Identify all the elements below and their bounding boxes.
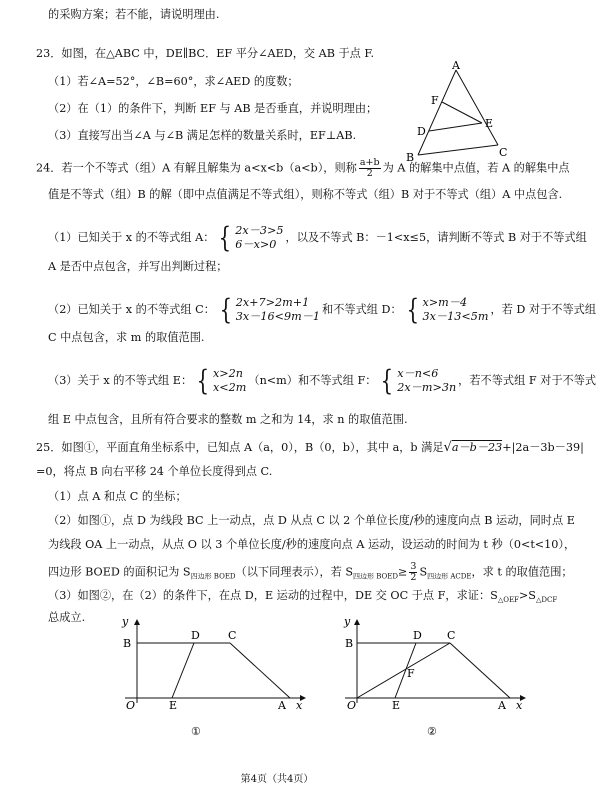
text-line: 为线段 OA 上一动点，从点 O 以 3 个单位长度/秒的速度向点 A 运动，设运动的时间为 t 秒（0<t<10）， — [48, 538, 576, 551]
q23-part2: （2）在（1）的条件下，判断 EF 与 AB 是否垂直，并说明理由； — [48, 102, 378, 115]
sys-row: 6－x>0 — [235, 238, 277, 251]
segment-ac — [456, 70, 498, 145]
q23-part1: （1）若∠A=52°，∠B=60°，求∠AED 的度数； — [48, 75, 299, 88]
label-x: x — [296, 699, 303, 712]
label-o: O — [347, 699, 357, 712]
label-f: F — [407, 667, 415, 680]
segment-de — [172, 643, 194, 698]
q24-part1 — [48, 221, 587, 254]
q25-text-a: 25．如图①，平面直角坐标系中，已知点 A（a，0），B（0，b），其中 a，b 满足 — [36, 441, 444, 454]
text-seg: ≥ — [398, 565, 408, 579]
q24-part3 — [48, 364, 596, 397]
text-line: A 是否中点包含，并写出判断过程； — [48, 260, 228, 273]
fraction-denominator: 2 — [410, 572, 417, 583]
sys-row: 2x－3>5 — [235, 224, 284, 237]
text-line — [48, 562, 573, 584]
label-a: A — [452, 59, 460, 72]
text-seg: 四边形 BOED 的面积记为 S — [48, 565, 191, 579]
sys-row: x<2m — [212, 381, 247, 394]
label-c: C — [499, 146, 508, 159]
subscript: 四边形 BOED — [190, 572, 236, 581]
figure-caption: ① — [191, 725, 201, 738]
page-footer: 第4页（共4页） — [240, 774, 314, 785]
label-e: E — [169, 699, 178, 712]
sys-row: 3x－13<5m — [422, 310, 489, 323]
inequality-system-a: { 2x－3>5 6－x>0 — [219, 221, 284, 254]
label-b: B — [406, 151, 415, 164]
q23-part3: （3）直接写出当∠A 与∠B 满足怎样的数量关系时，EF⊥AB. — [48, 129, 357, 142]
text-line: C 中点包含，求 m 的取值范围. — [48, 331, 205, 344]
q24-part2 — [48, 293, 596, 326]
q24-text-a: 24．若一个不等式（组）A 有解且解集为 a<x<b（a<b），则称 — [36, 161, 357, 175]
sys-row: 3x－16<9m－1 — [235, 310, 321, 323]
fraction-three-halves — [409, 562, 417, 583]
segment-oc — [357, 643, 450, 698]
label-a: A — [498, 699, 506, 712]
text-seg: ，求 t 的取值范围； — [471, 565, 573, 579]
text-seg: >S — [518, 589, 536, 602]
text-seg: （3）如图②，在（2）的条件下，在点 D，E 运动的过程中，DE 交 OC 于点 F，求证：S — [48, 589, 498, 602]
sys-row: x－n<6 — [397, 367, 439, 380]
label-c: C — [447, 629, 456, 642]
inequality-system-d: { x>m－4 3x－13<5m — [406, 293, 489, 326]
q24-part2-b: 和不等式组 D： — [322, 303, 402, 316]
q24-part3-b: （n<m）和不等式组 F： — [248, 374, 377, 387]
question-25-title — [36, 441, 584, 455]
label-e: E — [392, 699, 401, 712]
label-x: x — [516, 699, 523, 712]
fraction-numerator: a+b — [359, 157, 380, 168]
segment-ab — [418, 70, 456, 155]
q24-part2-a: （2）已知关于 x 的不等式组 C： — [48, 303, 215, 316]
label-d: D — [413, 629, 422, 642]
segment-bc — [418, 145, 498, 155]
label-b: B — [123, 637, 132, 650]
label-d: D — [417, 125, 426, 138]
text-seg: （以下同理表示），若 S — [235, 565, 354, 579]
inequality-system-f: { x－n<6 2x－m>3n — [381, 364, 457, 397]
subscript: △DCF — [535, 596, 558, 605]
label-c: C — [228, 629, 237, 642]
q25-part1: （1）点 A 和点 C 的坐标； — [48, 490, 187, 503]
subscript: △OEF — [497, 596, 519, 605]
text-line: 的采购方案；若不能，请说明理由. — [48, 8, 220, 21]
question-23-title: 23．如图，在△ABC 中，DE∥BC．EF 平分∠AED，交 AB 于点 F. — [36, 47, 375, 60]
q25-part3 — [48, 589, 557, 607]
segment-ca — [450, 643, 510, 698]
label-y: y — [344, 615, 351, 628]
q24-part3-c: ，若不等式组 F 对于不等式 — [458, 374, 596, 387]
subscript: 四边形 BOED — [353, 572, 399, 581]
triangle-figure — [400, 60, 520, 168]
coordinate-figure-2 — [335, 615, 535, 745]
label-e: E — [485, 117, 494, 130]
text-line: 组 E 中点包含，且所有符合要求的整数 m 之和为 14，求 n 的取值范围. — [48, 413, 408, 426]
label-b: B — [345, 637, 354, 650]
inequality-system-e: { x>2n x<2m — [196, 364, 247, 397]
label-a: A — [278, 699, 286, 712]
q25-text-b: +|2a－3b－39| — [502, 441, 584, 454]
label-f: F — [431, 94, 439, 107]
coordinate-figure-1 — [115, 615, 315, 745]
label-y: y — [122, 615, 129, 628]
midpoint-fraction — [359, 158, 381, 179]
fraction-denominator: 2 — [366, 168, 373, 179]
segment-ca — [230, 643, 290, 698]
sys-row: x>m－4 — [422, 296, 468, 309]
sys-row: 2x+7>2m+1 — [235, 296, 310, 309]
q24-text-b: 为 A 的解集中点值，若 A 的解集中点 — [382, 161, 570, 175]
text-line: 值是不等式（组）B 的解（即中点值满足不等式组），则称不等式（组）B 对于不等式（组）A 中点包含. — [48, 188, 563, 201]
sys-row: x>2n — [212, 367, 243, 380]
text-line: =0，将点 B 向右平移 24 个单位长度得到点 C. — [36, 465, 273, 478]
q24-part2-c: ，若 D 对于不等式组 — [490, 303, 596, 316]
segment-de — [429, 123, 482, 131]
fraction-numerator: 3 — [410, 561, 417, 572]
q24-part1-a: （1）已知关于 x 的不等式组 A： — [48, 231, 215, 244]
text-line: 总成立. — [48, 611, 86, 624]
q24-part3-a: （3）关于 x 的不等式组 E： — [48, 374, 193, 387]
sys-row: 2x－m>3n — [397, 381, 457, 394]
q25-part2: （2）如图①，点 D 为线段 BC 上一动点，点 D 从点 C 以 2 个单位长度/秒的速度向点 B 运动，同时点 E — [48, 514, 575, 527]
sqrt-expression: a－b－23 — [451, 441, 503, 454]
figure-caption: ② — [427, 725, 437, 738]
subscript: 四边形 ACDE — [427, 572, 472, 581]
sqrt-symbol: √ — [443, 440, 452, 455]
label-o: O — [126, 699, 136, 712]
label-d: D — [191, 629, 200, 642]
text-seg: S — [419, 565, 428, 579]
inequality-system-c: { 2x+7>2m+1 3x－16<9m－1 — [219, 293, 321, 326]
q24-part1-b: ，以及不等式 B：－1<x≤5，请判断不等式 B 对于不等式组 — [285, 231, 587, 244]
